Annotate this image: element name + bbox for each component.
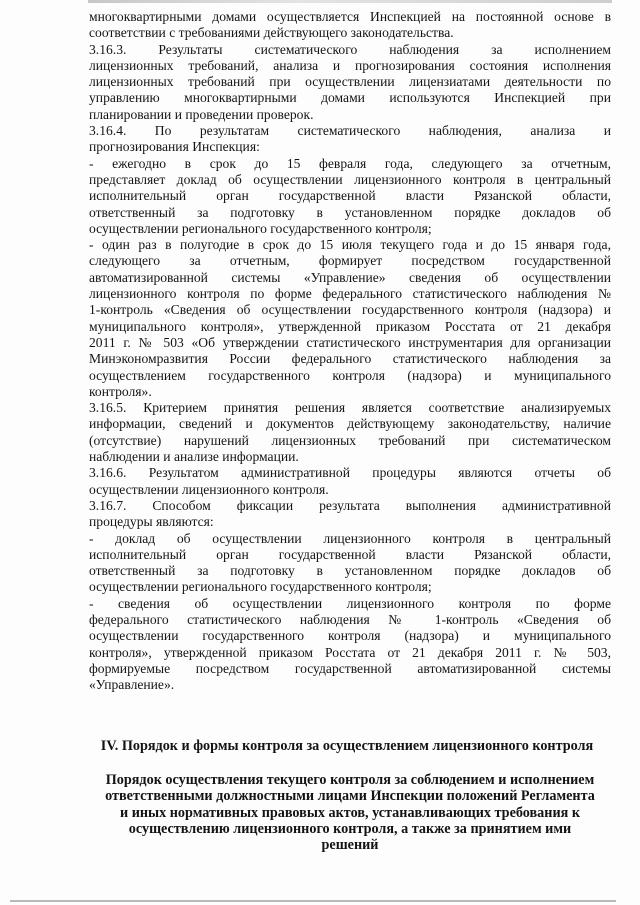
text-line: наблюдении и анализе информации. <box>89 449 299 465</box>
text-line: многоквартирными домами осуществляется Инспекцией на постоянной основе в <box>89 9 611 24</box>
text-line: федерального статистического наблюдения № 1-контроль «Сведения об <box>89 611 611 627</box>
subsection-heading <box>88 772 612 853</box>
text-line: ответственный за подготовку в установленном порядке докладов об <box>89 204 611 220</box>
text-line: автоматизированной системы «Управление» сведения об осуществлении <box>89 269 611 285</box>
scan-edge-top <box>88 0 612 3</box>
text-line: 3.16.6. Результатом административной процедуры являются отчеты об <box>89 465 611 481</box>
text-line: исполнительный орган государственной власти Рязанской области, <box>89 188 611 204</box>
text-line: 1-контроль «Сведения об осуществлении государственного контроля (надзора) и <box>89 302 611 318</box>
section-heading: IV. Порядок и формы контроля за осуществлением лицензионного контроля <box>100 738 594 754</box>
subheading-line: Порядок осуществления текущего контроля за соблюдением и исполнением <box>105 772 595 788</box>
text-line: управлению многоквартирными домами используются Инспекцией при <box>89 90 611 106</box>
text-line: муниципального контроля», утвержденной приказом Росстата от 21 декабря <box>89 318 611 334</box>
subheading-line: ответственными должностными лицами Инспекции положений Регламента <box>105 788 595 805</box>
text-line: осуществлении государственного контроля (надзора) и муниципального <box>89 628 611 644</box>
text-line: «Управление». <box>89 677 175 693</box>
text-line: процедуры являются: <box>89 514 214 530</box>
text-line: ответственный за подготовку в установленном порядке докладов об <box>89 563 611 579</box>
text-line: 2011 г. № 503 «Об утверждении статистического инструментария для организации <box>89 334 611 350</box>
text-line: - доклад об осуществлении лицензионного контроля в центральный <box>89 530 611 546</box>
subheading-line: решений <box>321 837 379 854</box>
text-line: лицензионных требований, анализа и прогнозирования состояния исполнения <box>89 57 611 73</box>
subheading-line: и иных нормативных правовых актов, устанавливающих требования к <box>119 804 581 821</box>
text-line: осуществлении лицензионного контроля. <box>89 481 329 497</box>
text-line: - один раз в полугодие в срок до 15 июля текущего года и до 15 января года, <box>89 237 611 253</box>
text-line: осуществлением государственного контроля (надзора) и муниципального <box>89 367 611 383</box>
text-line: представляет доклад об осуществлении лицензионного контроля в центральный <box>89 171 611 187</box>
text-line: формируемые посредством государственной автоматизированной системы <box>89 660 611 676</box>
text-line: - сведения об осуществлении лицензионного контроля по форме <box>89 595 611 611</box>
text-line: соответствии с требованиями действующего законодательства. <box>89 25 454 41</box>
text-line: лицензионного контроля по форме федерального статистического наблюдения № <box>89 286 611 302</box>
text-line: контроля». <box>89 383 152 399</box>
text-line: контроля», утвержденной приказом Росстата от 21 декабря 2011 г. № 503, <box>89 644 611 660</box>
text-line: - ежегодно в срок до 15 февраля года, следующего за отчетным, <box>89 155 611 171</box>
body-text <box>89 9 611 693</box>
text-line: осуществлении регионального государственного контроля; <box>89 220 432 236</box>
text-line: прогнозирования Инспекция: <box>89 139 260 155</box>
text-line: 3.16.3. Результаты систематического наблюдения за исполнением <box>89 41 611 57</box>
text-line: 3.16.4. По результатам систематического наблюдения, анализа и <box>89 123 611 139</box>
text-line: лицензионных требований при осуществлении лицензиатами деятельности по <box>89 74 611 90</box>
text-line: 3.16.5. Критерием принятия решения является соответствие анализируемых <box>89 400 611 416</box>
text-line: осуществлении регионального государственного контроля; <box>89 579 432 595</box>
scan-edge-bottom <box>10 900 616 902</box>
text-line: планировании и проведении проверок. <box>89 106 314 122</box>
text-line: 3.16.7. Способом фиксации результата выполнения административной <box>89 497 611 513</box>
text-line: информации, сведений и документов действующему законодательству, наличие <box>89 416 611 432</box>
text-line: исполнительный орган государственной власти Рязанской области, <box>89 546 611 562</box>
text-line: следующего за отчетным, формирует посредством государственной <box>89 253 611 269</box>
text-line: (отсутствие) нарушений лицензионных требований при систематическом <box>89 432 611 448</box>
subheading-line: осуществлению лицензионного контроля, а также за принятием ими <box>128 820 572 837</box>
text-line: Минэкономразвития России федерального статистического наблюдения за <box>89 351 611 367</box>
